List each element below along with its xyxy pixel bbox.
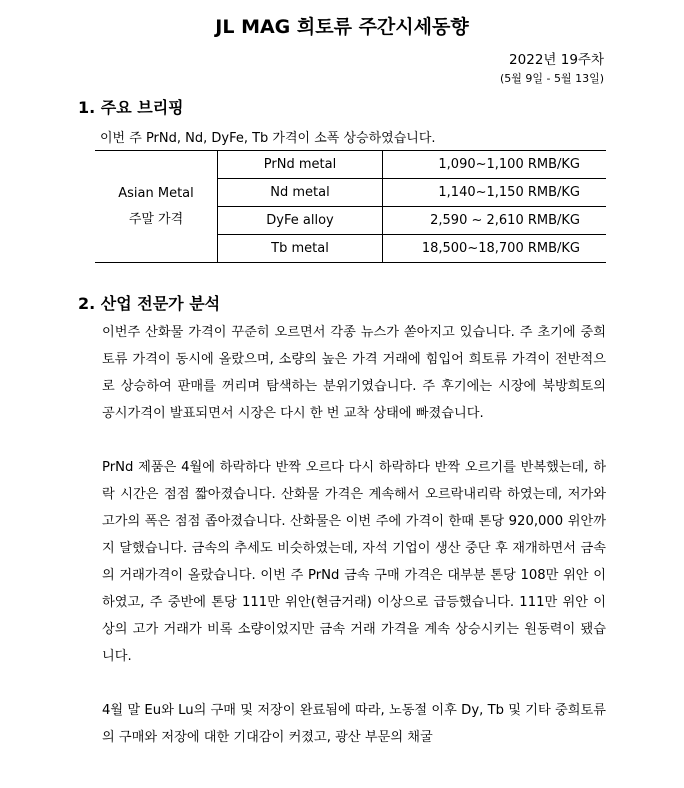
metal-name: PrNd metal (218, 151, 383, 179)
price-table (95, 150, 606, 263)
section-2-heading: 2. 산업 전문가 분석 (78, 294, 221, 313)
metal-price: 1,090~1,100 RMB/KG (383, 151, 607, 179)
analysis-paragraph: PrNd 제품은 4월에 하락하다 반짝 오르다 다시 하락하다 반짝 오르기를 반복했는데, 하락 시간은 점점 짧아졌습니다. 산화물 가격은 계속해서 오르락내리락 하였는데, 저가와 고가의 폭은 점점 좁아졌습니다. 산화물은 이번 주에 가격이 한때 톤당 920,000 위안까지 달했습니다. 금속의 추세도 비슷하였는데, 자석 기업이 생산 중단 후 재개하면서 금속의 거래가격이 올랐습니다. 이번 주 PrNd 금속 구매 가격은 대부분 톤당 108만 위안 이하였고, 주 중반에 톤당 111만 위안(현금거래) 이상으로 급등했습니다. 111만 위안 이상의 고가 거래가 비록 소량이었지만 금속 거래 가격을 계속 상승시키는 원동력이 됐습니다. (102, 460, 606, 664)
metal-name: Tb metal (218, 235, 383, 263)
metal-name: DyFe alloy (218, 207, 383, 235)
document-title: JL MAG 희토류 주간시세동향 (215, 16, 469, 38)
analysis-paragraph: 4월 말 Eu와 Lu의 구매 및 저장이 완료됨에 따라, 노동절 이후 Dy, Tb 및 기타 중희토류의 구매와 저장에 대한 기대감이 커졌고, 광산 부문의 채굴 (102, 703, 606, 745)
section-1-intro: 이번 주 PrNd, Nd, DyFe, Tb 가격이 소폭 상승하였습니다. (100, 131, 436, 146)
report-week: 2022년 19주차 (509, 52, 604, 68)
price-source-name: Asian Metal (118, 185, 194, 201)
price-source-cell (95, 151, 218, 263)
metal-price: 1,140~1,150 RMB/KG (383, 179, 607, 207)
metal-price: 18,500~18,700 RMB/KG (383, 235, 607, 263)
metal-price: 2,590 ~ 2,610 RMB/KG (383, 207, 607, 235)
report-period: (5월 9일 - 5월 13일) (499, 72, 604, 85)
price-source-label: 주말 가격 (128, 211, 184, 227)
table-row (95, 151, 606, 179)
analysis-paragraph: 이번주 산화물 가격이 꾸준히 오르면서 각종 뉴스가 쏟아지고 있습니다. 주 초기에 중희토류 가격이 동시에 올랐으며, 소량의 높은 가격 거래에 힘입어 희토류 가격이 전반적으로 상승하여 판매를 꺼리며 탐색하는 분위기였습니다. 주 후기에는 시장에 북방희토의 공시가격이 발표되면서 시장은 다시 한 번 교착 상태에 빠졌습니다. (102, 325, 606, 421)
metal-name: Nd metal (218, 179, 383, 207)
analysis-body (102, 319, 606, 778)
section-1-heading: 1. 주요 브리핑 (78, 98, 184, 117)
